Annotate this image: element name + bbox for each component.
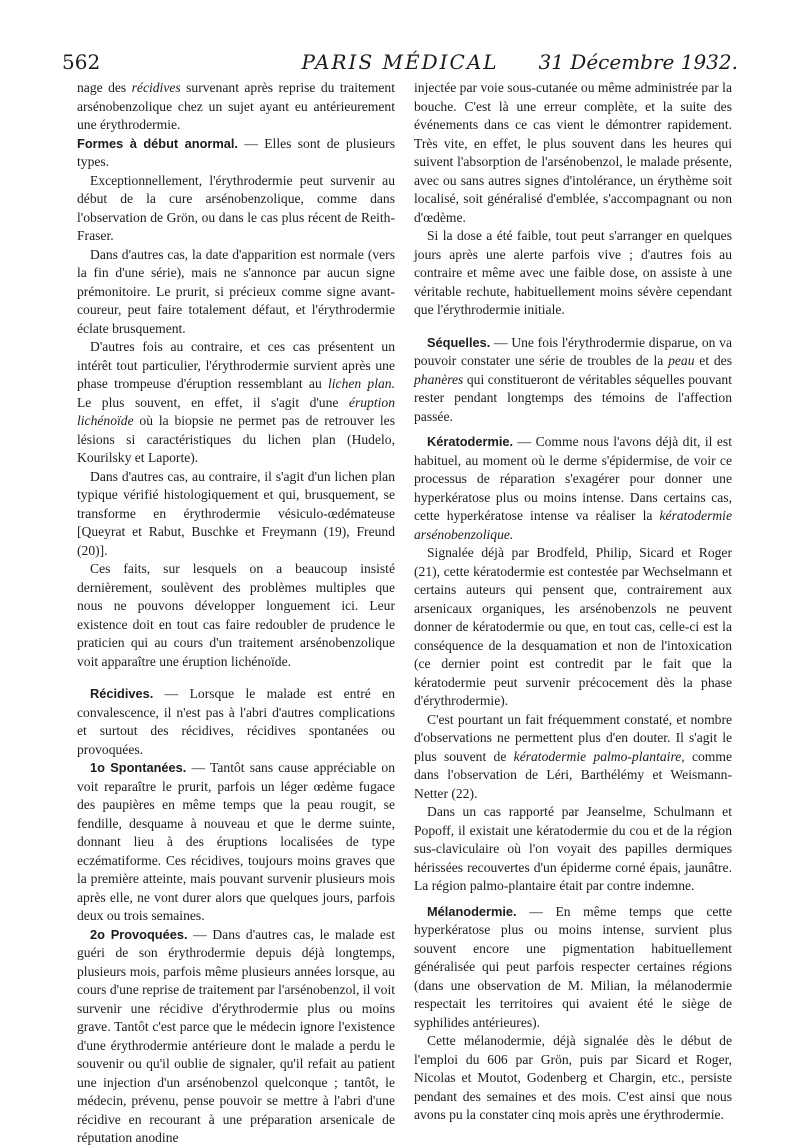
paragraph: 2o Provoquées. — Dans d'autres cas, le malade est guéri de son érythrodermie depuis déjà longtemps, plusieurs mois, parfois même plusieurs années lorsque, au cours d'une reprise de traitement par l'arsénobenzol, il voit survenir une récidive d'érythrodermie plus ou moins grave. Tantôt c'est parce que le médecin ignore l'existence d'une érythrodermie antérieure dont le malade a perdu le souvenir ou qu'il oublie de signaler, qu'il refait au patient une injection d'un arsénobenzol quelconque ; tantôt, le médecin, prévenu, pense pouvoir se mettre à l'abri d'une récidive en recourant à une préparation arsenicale de réputation anodine [77, 926, 395, 1145]
paragraph: Dans d'autres cas, au contraire, il s'agit d'un lichen plan typique vérifié histologiquement et qui, brusquement, se transforme en érythrodermie vésiculo-œdémateuse [Queyrat et Rabut, Buschke et Freymann (19), Freund (20)]. [77, 468, 395, 558]
section-heading: Séquelles. [427, 334, 491, 350]
section-heading: Kératodermie. [427, 434, 514, 449]
issue-date: 31 Décembre 1932. [538, 50, 738, 74]
paragraph: Formes à début anormal. — Elles sont de plusieurs types. [77, 135, 395, 169]
paragraph: Mélanodermie. — En même temps que cette hyperkératose plus ou moins intense, survient plus souvent encore une pigmentation habituellement généralisée qui peut parfois respecter certaines régions (dans une observation de M. Milian, la mélanodermie respectait les territoires qui avaient été le siège de syphilides antérieures). [414, 903, 732, 1030]
right-column [414, 79, 732, 1125]
section-heading: Mélanodermie. [427, 903, 517, 919]
paragraph: Si la dose a été faible, tout peut s'arranger en quelques jours après une alerte parfois vive ; d'autres fois au contraire et même avec une faible dose, on assiste à une véritable rechute, habituellement moins sévère cependant que l'érythrodermie initiale. [414, 228, 732, 317]
page-header [62, 50, 738, 76]
paragraph: Récidives. — Lorsque le malade est entré en convalescence, il n'est pas à l'abri d'autres complications et surtout des récidives, récidives spontanées ou provoquées. [77, 686, 395, 757]
left-column [77, 79, 395, 1148]
journal-title: PARIS MÉDICAL [301, 50, 499, 74]
paragraph: injectée par voie sous-cutanée ou même administrée par la bouche. C'est là une erreur complète, et la suite des événements dans ce cas vient le démontrer rapidement. Très vite, en effet, le plus souvent dans les heures qui suivent l'absorption de l'arsénobenzol, le malade présente, avec ou sans autres signes d'intolérance, un érythème soit localisé, soit généralisé d'emblée, s'accompagnant ou non d'œdème. [414, 80, 732, 225]
section-heading: Récidives. [90, 686, 154, 701]
section-heading: 2o Provoquées. [90, 926, 188, 942]
paragraph: C'est pourtant un fait fréquemment constaté, et nombre d'observations ne permettent plus d'en douter. Il s'agit le plus souvent de kératodermie palmo-plantaire, comme dans l'observation de Léri, Barthélémy et Weismann-Netter (22). [414, 711, 732, 801]
section-heading: 1o Spontanées. [90, 760, 187, 775]
paragraph: nage des récidives survenant après reprise du traitement arsénobenzolique chez un sujet ayant eu antérieurement une érythrodermie. [77, 80, 395, 132]
section-heading: Formes à début anormal. [77, 135, 238, 151]
paragraph: Signalée déjà par Brodfeld, Philip, Sicard et Roger (21), cette kératodermie est contestée par Wechselmann et certains auteurs qui pensent que, contrairement aux arsenicaux organiques, les arsénobenzols ne peuvent donner de kératodermie ou que, en tout cas, celle-ci est la conséquence de la desquamation et non de l'intoxication (ce dernier point est contredit par le fait que la kératodermie peut survenir précocement dès la phase d'érythrodermie). [414, 545, 732, 708]
paragraph: D'autres fois au contraire, et ces cas présentent un intérêt tout particulier, l'érythrodermie survient après une phase trompeuse d'éruption ressemblant au lichen plan. Le plus souvent, en effet, il s'agit d'une éruption lichénoïde où la biopsie ne permet pas de retrouver les lésions si caractéristiques du lichen plan (Hudelo, Kourilsky et Laporte). [77, 339, 395, 465]
paragraph: Ces faits, sur lesquels on a beaucoup insisté dernièrement, soulèvent des problèmes multiples que nous ne pouvons développer longuement ici. Leur existence doit en tout cas faire redoubler de prudence le praticien qui au cours d'un traitement arsénobenzolique voit apparaître une éruption lichénoïde. [77, 561, 395, 669]
paragraph: Séquelles. — Une fois l'érythrodermie disparue, on va pouvoir constater une série de troubles de la peau et des phanères qui constitueront de véritables séquelles pouvant rester pendant longtemps des témoins de l'affection passée. [414, 334, 732, 424]
page-number: 562 [62, 50, 101, 74]
paragraph: Dans un cas rapporté par Jeanselme, Schulmann et Popoff, il existait une kératodermie du cou et de la région sus-claviculaire où l'on voyait des papilles dermiques hérissées recouvertes d'un épiderme corné épais, jaunâtre. La région palmo-plantaire était par contre indemne. [414, 804, 732, 893]
paragraph: Cette mélanodermie, déjà signalée dès le début de l'emploi du 606 par Grön, puis par Sicard et Roger, Nicolas et Moutot, Godenberg et Chargin, etc., persiste pendant des semaines et des mois. C'est ainsi que nous avons pu la constater cinq mois après une érythrodermie. [414, 1033, 732, 1122]
paragraph: Dans d'autres cas, la date d'apparition est normale (vers la fin d'une série), mais ne s'annonce par aucun signe prémonitoire. Le prurit, si précieux comme signe avant-coureur, peut faire totalement défaut, et l'érythrodermie éclate brusquement. [77, 246, 395, 336]
paragraph: Kératodermie. — Comme nous l'avons déjà dit, il est habituel, au moment où le derme s'épidermise, de voir ce processus de réparation s'exagérer pour donner une hyperkératose plus ou moins intense. Dans certains cas, cette hyperkératose intense va réaliser la kératodermie arsénobenzolique. [414, 434, 732, 542]
paragraph: 1o Spontanées. — Tantôt sans cause appréciable on voit reparaître le prurit, parfois un léger œdème fugace des paupières en même temps que la peau rougit, se fendille, desquame à nouveau et que le derme suinte, donnant lieu à des éruptions localisées de type eczématiforme. Ces récidives, toujours moins graves que la première atteinte, mais pouvant survenir plusieurs mois après elle, ne vont durer alors que quelques jours, parfois deux ou trois semaines. [77, 760, 396, 923]
paragraph: Exceptionnellement, l'érythrodermie peut survenir au début de la cure arsénobenzolique, comme dans l'observation de Grön, ou dans le cas plus récent de Reith-Fraser. [77, 172, 395, 243]
